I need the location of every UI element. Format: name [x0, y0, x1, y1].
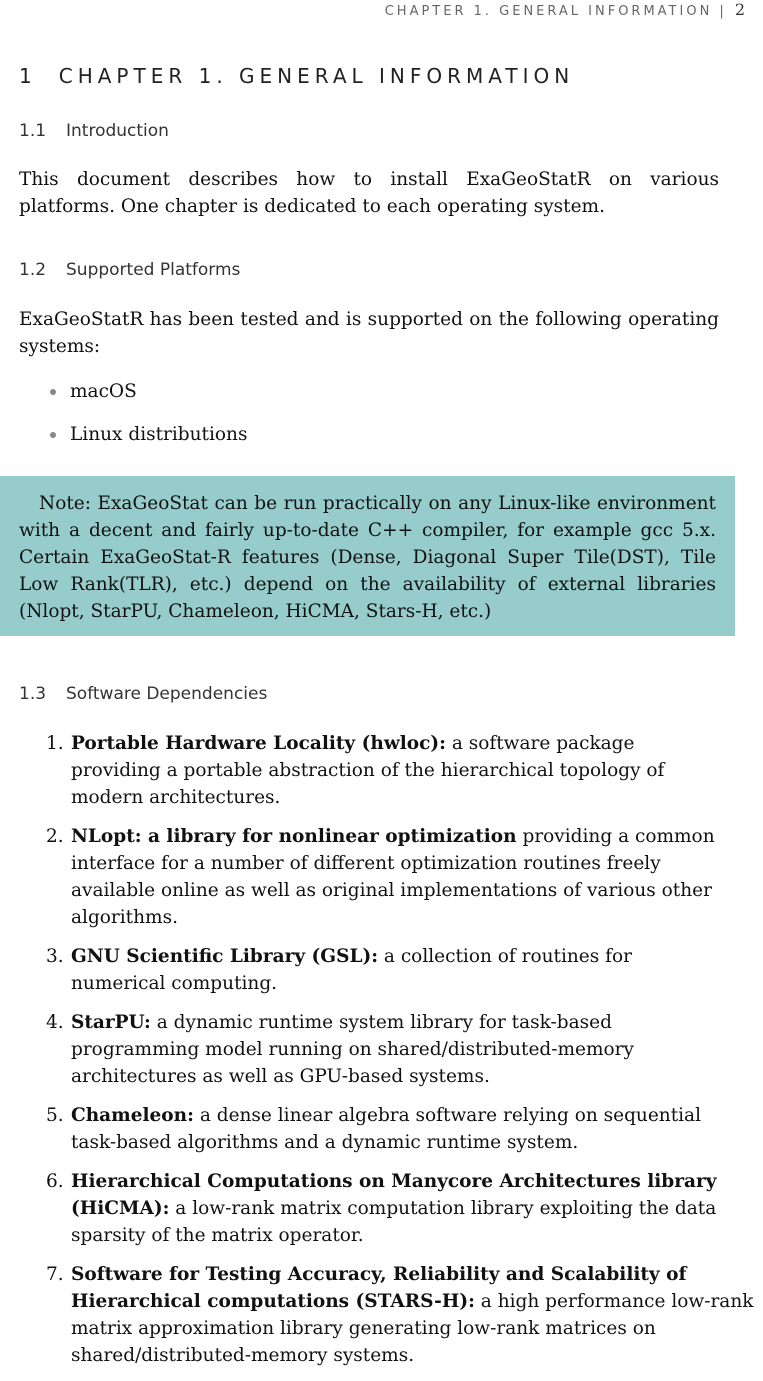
- bullet-icon: [50, 432, 56, 438]
- dependency-name: NLopt: a library for nonlinear optimization: [71, 826, 517, 847]
- dependency-description: a software package providing a portable abstraction of the hierarchical topology of modern architectures.: [71, 733, 665, 808]
- dependency-name: GNU Scientific Library (GSL):: [71, 946, 379, 967]
- list-item: [19, 943, 721, 997]
- dependency-description: a collection of routines for numerical computing.: [71, 946, 632, 994]
- note-box: [0, 476, 735, 636]
- list-item: [19, 1261, 763, 1369]
- page-number: 2: [734, 0, 745, 19]
- list-item: [19, 823, 721, 931]
- chapter-title: CHAPTER 1. GENERAL INFORMATION: [58, 64, 575, 88]
- dependency-name: Chameleon:: [71, 1105, 194, 1126]
- section-heading-platforms: [19, 260, 240, 280]
- item-number: 4.: [46, 1012, 64, 1033]
- dependency-description: providing a common interface for a number of different optimization routines freely available online as well as original implementations of various other algorithms.: [71, 826, 715, 928]
- list-item: [50, 378, 247, 421]
- note-text: Note: ExaGeoStat can be run practically on any Linux-like environment with a decent and fairly up-to-date C++ compiler, for example gcc 5.x. Certain ExaGeoStat-R features (Dense, Diagonal Super Tile(DST), Tile Low Rank(TLR), etc.) depend on the availability of external libraries (Nlopt, StarPU, Chameleon, HiCMA, Stars-H, etc.): [19, 493, 716, 622]
- item-number: 6.: [46, 1171, 64, 1192]
- list-item: [19, 1009, 721, 1090]
- dependency-description: a low-rank matrix computation library exploiting the data sparsity of the matrix operator.: [71, 1198, 717, 1246]
- dependency-description: a high performance low-rank matrix approximation library generating low-rank matrices on shared/distributed-memory systems.: [71, 1291, 754, 1366]
- dependency-description: a dynamic runtime system library for task-based programming model running on shared/distributed-memory architectures as well as GPU-based systems.: [71, 1012, 634, 1087]
- running-title: CHAPTER 1. GENERAL INFORMATION |: [384, 4, 727, 19]
- section-heading-introduction: [19, 121, 169, 141]
- dependency-list: [19, 730, 759, 1381]
- section-heading-dependencies: [19, 684, 267, 704]
- section-title: Supported Platforms: [66, 260, 241, 280]
- platform-label: Linux distributions: [70, 424, 248, 445]
- item-number: 5.: [46, 1105, 64, 1126]
- platform-list: [50, 378, 247, 464]
- introduction-paragraph: This document describes how to install ExaGeoStatR on various platforms. One chapter is dedicated to each operating system.: [19, 169, 719, 217]
- item-number: 2.: [46, 826, 64, 847]
- item-number: 3.: [46, 946, 64, 967]
- dependency-name: StarPU:: [71, 1012, 151, 1033]
- section-title: Software Dependencies: [66, 684, 268, 704]
- section-number: 1.3: [19, 684, 47, 704]
- chapter-heading: [19, 64, 574, 88]
- list-item: [50, 421, 247, 464]
- dependency-name: Portable Hardware Locality (hwloc):: [71, 733, 446, 754]
- item-number: 7.: [46, 1264, 64, 1285]
- dependency-name: Hierarchical Computations on Manycore Architectures library (HiCMA):: [71, 1171, 717, 1219]
- list-item: [19, 1168, 763, 1249]
- dependency-name: Software for Testing Accuracy, Reliability and Scalability of Hierarchical computations (STARS-H):: [71, 1264, 687, 1312]
- list-item: [19, 1102, 721, 1156]
- chapter-number: 1: [19, 64, 37, 88]
- section-number: 1.1: [19, 121, 47, 141]
- section-number: 1.2: [19, 260, 47, 280]
- running-header: [385, 0, 745, 18]
- list-item: [19, 730, 721, 811]
- bullet-icon: [50, 389, 56, 395]
- section-title: Introduction: [66, 121, 169, 141]
- platforms-paragraph: ExaGeoStatR has been tested and is supported on the following operating systems:: [19, 309, 719, 357]
- item-number: 1.: [46, 733, 64, 754]
- dependency-description: a dense linear algebra software relying on sequential task-based algorithms and a dynamic runtime system.: [71, 1105, 701, 1153]
- platform-label: macOS: [70, 381, 137, 402]
